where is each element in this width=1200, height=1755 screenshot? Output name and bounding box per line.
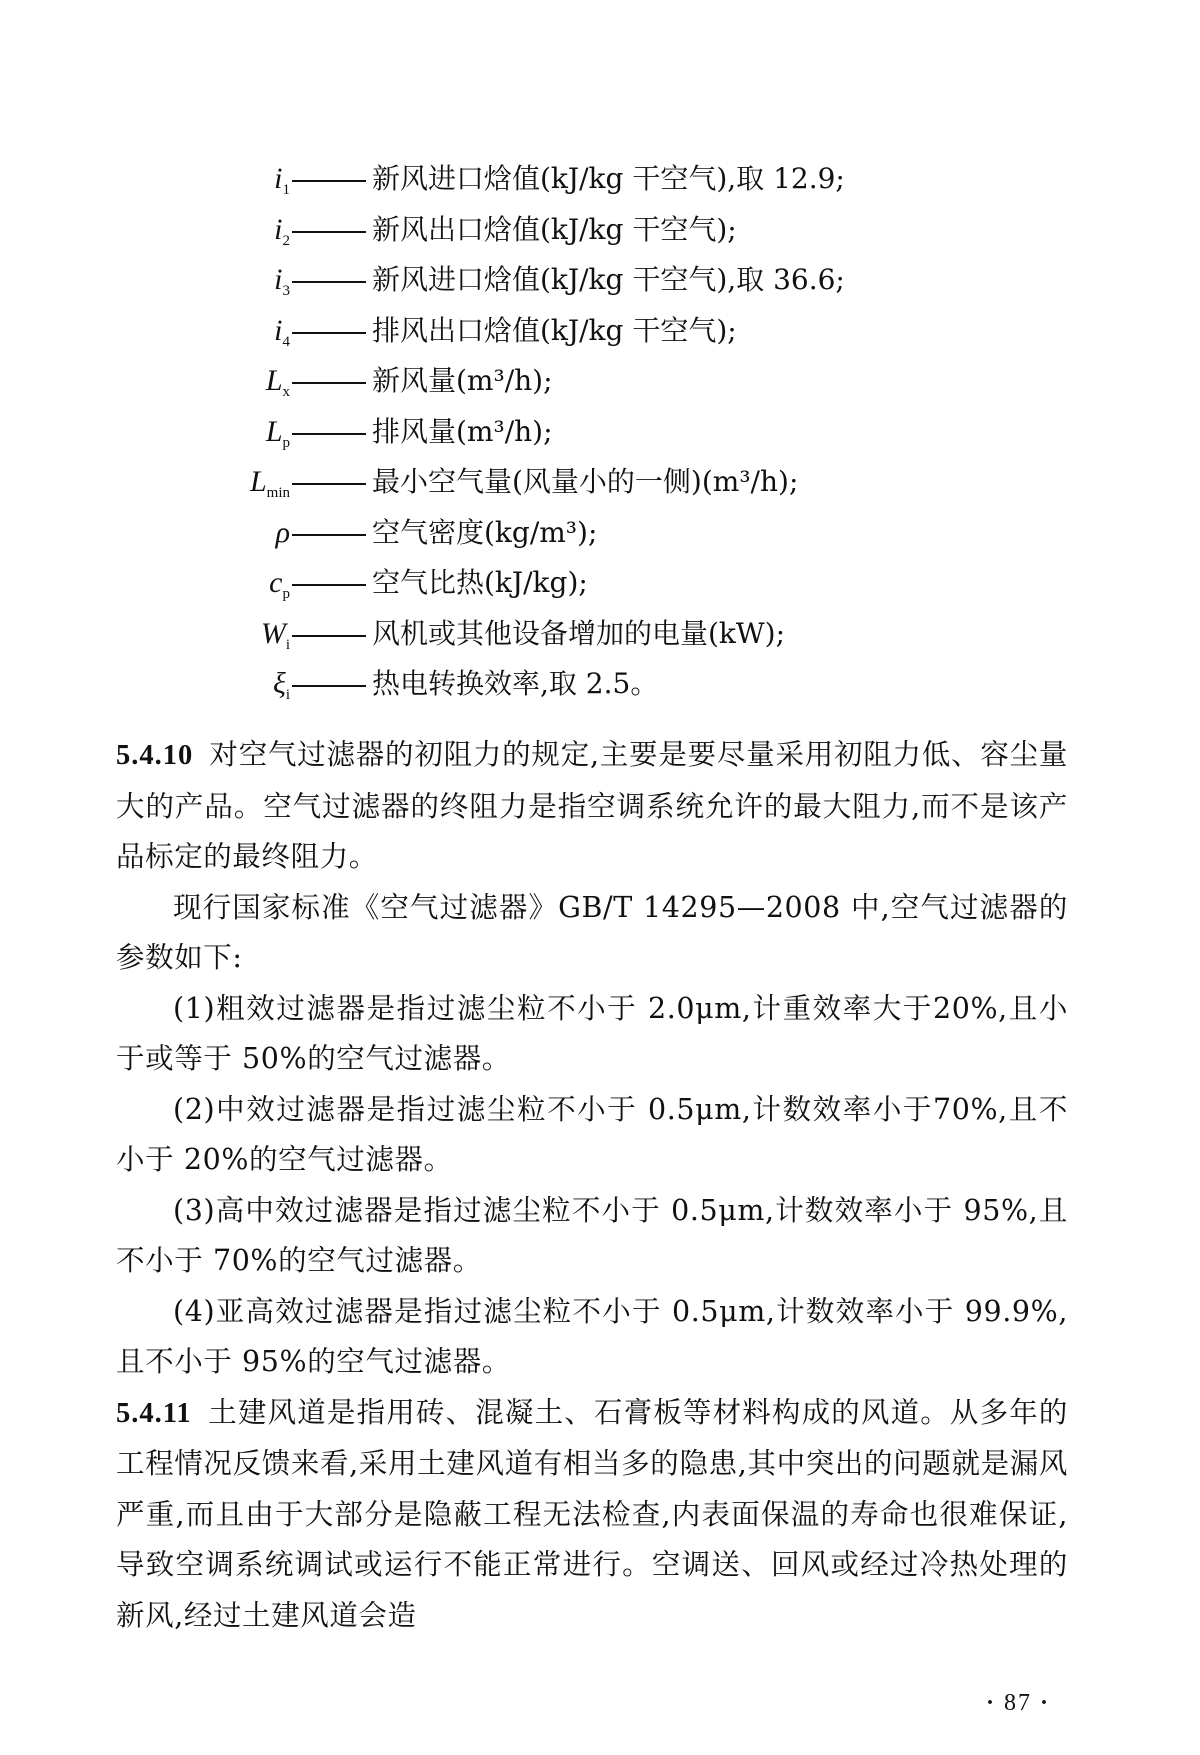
definition-row: [0, 558, 1200, 609]
page-number: [986, 1690, 1050, 1717]
definition-text: 新风出口焓值(kJ/kg 干空气);: [372, 212, 737, 246]
clause-5-4-11: [116, 1388, 1068, 1642]
definition-row: [0, 154, 1200, 205]
page-number-dot: ·: [1039, 1690, 1050, 1716]
definition-text: 新风进口焓值(kJ/kg 干空气),取 36.6;: [372, 263, 845, 296]
clause-5-4-10: [116, 730, 1068, 883]
page-number-value: 87: [1003, 1690, 1032, 1716]
definition-symbol: $L_{min}$: [249, 465, 290, 501]
definition-row: [0, 407, 1200, 458]
page-number-dot: ·: [985, 1690, 996, 1716]
filter-item: (4)亚高效过滤器是指过滤尘粒不小于 0.5μm,计数效率小于 99.9%,且不小于 95%的空气过滤器。: [116, 1294, 1068, 1378]
definition-row: [0, 306, 1200, 357]
standard-reference-paragraph: 现行国家标准《空气过滤器》GB/T 14295—2008 中,空气过滤器的参数如下:: [116, 890, 1068, 974]
definition-text: 风机或其他设备增加的电量(kW);: [372, 616, 786, 650]
definition-text: 排风出口焓值(kJ/kg 干空气);: [372, 313, 737, 347]
definition-row: [0, 255, 1200, 306]
definition-text: 热电转换效率,取 2.5。: [372, 667, 659, 700]
definition-text: 排风量(m³/h);: [372, 414, 553, 448]
definition-symbol: $i_2$: [274, 212, 290, 249]
definition-row: [0, 457, 1200, 508]
definition-text: 最小空气量(风量小的一侧)(m³/h);: [372, 465, 799, 498]
definition-symbol: $i_3$: [274, 263, 290, 299]
definition-symbol: $L_p$: [265, 414, 290, 451]
filter-item: (1)粗效过滤器是指过滤尘粒不小于 2.0μm,计重效率大于20%,且小于或等于 50%的空气过滤器。: [116, 991, 1068, 1075]
definition-symbol: $i_1$: [274, 162, 290, 198]
definition-row: [0, 205, 1200, 256]
filter-item: (2)中效过滤器是指过滤尘粒不小于 0.5μm,计数效率小于70%,且不小于 20%的空气过滤器。: [116, 1092, 1068, 1176]
definition-row: [0, 508, 1200, 559]
clause-number: 5.4.10: [116, 740, 194, 771]
definition-row: [0, 356, 1200, 407]
definition-text: 新风进口焓值(kJ/kg 干空气),取 12.9;: [372, 162, 845, 195]
definition-text: 新风量(m³/h);: [372, 364, 553, 397]
definition-symbol: $L_x$: [265, 364, 290, 400]
clause-number: 5.4.11: [116, 1397, 192, 1429]
definition-text: 空气比热(kJ/kg);: [372, 566, 588, 599]
filter-item: (3)高中效过滤器是指过滤尘粒不小于 0.5μm,计数效率小于 95%,且不小于 70%的空气过滤器。: [116, 1193, 1068, 1277]
clause-text: 对空气过滤器的初阻力的规定,主要是要尽量采用初阻力低、容尘量大的产品。空气过滤器的终阻力是指空调系统允许的最大阻力,而不是该产品标定的最终阻力。: [116, 738, 1068, 873]
definition-symbol: $i_4$: [274, 313, 290, 350]
definition-symbol: ρ: [275, 515, 290, 549]
clause-text: 土建风道是指用砖、混凝土、石膏板等材料构成的风道。从多年的工程情况反馈来看,采用土建风道有相当多的隐患,其中突出的问题就是漏风严重,而且由于大部分是隐蔽工程无法检查,内表面保温的寿命也很难保证,导致空调系统调试或运行不能正常进行。空调送、回风或经过冷热处理的新风,经过土建风道会造: [116, 1395, 1068, 1632]
definition-symbol: $W_i$: [260, 616, 290, 653]
definition-row: [0, 659, 1200, 710]
symbol-definitions: [0, 154, 1200, 710]
definition-row: [0, 609, 1200, 660]
definition-text: 空气密度(kg/m³);: [372, 515, 598, 549]
definition-symbol: $\xi_i$: [272, 667, 290, 703]
body-text: [116, 730, 1068, 1641]
definition-symbol: $c_p$: [269, 566, 290, 602]
